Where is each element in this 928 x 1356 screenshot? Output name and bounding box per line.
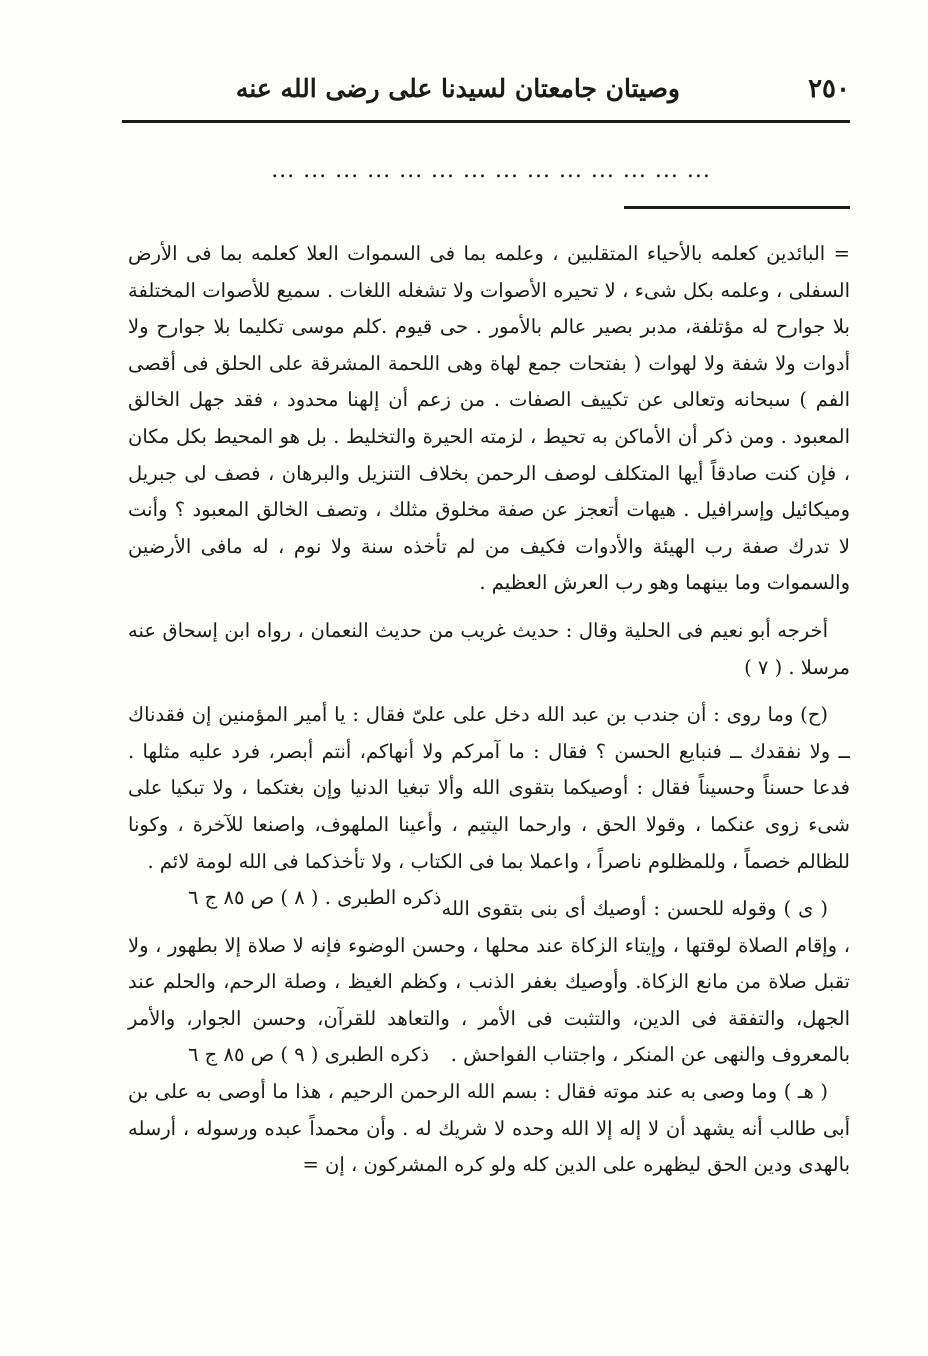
omission-dots: ... ... ... ... ... ... ... ... ... ... ... ... ... ... xyxy=(271,158,711,183)
page-header xyxy=(122,70,850,114)
paragraph-advice-hasan xyxy=(128,891,850,1074)
paragraph-text: أخرجه أبو نعيم فى الحلية وقال : حديث غريب من حديث النعمان ، رواه ابن إسحاق عنه مرسلا . ( ٧ ) xyxy=(128,618,850,679)
header-rule xyxy=(122,120,850,123)
body-text xyxy=(128,236,850,1184)
paragraph-text: ( ى ) وقوله للحسن : أوصيك أى بنى بتقوى الله ، وإقام الصلاة لوقتها ، وإيتاء الزكاة عند محلها ، وحسن الوضوء فإنه لا صلاة إلا بطهور ، ولا تقبل صلاة من مانع الزكاة. وأوصيك بغفر الذنب ، وكظم الغيظ ، وصلة الرحم، والحلم عند الجهل، والتفقة فى الدين، والتثبت فى الأمر ، والتعاهد للقرآن، وحسن الجوار، والأمر بالمعروف والنهى عن المنكر ، واجتناب الفواحش . xyxy=(128,897,850,1067)
running-title: وصيتان جامعتان لسيدنا على رضى الله عنه xyxy=(235,74,680,103)
paragraph-text: (ح) وما روى : أن جندب بن عبد الله دخل على علىّ فقال : يا أمير المؤمنين إن فقدناك ــ ولا نفقدك ــ فنبايع الحسن ؟ فقال : ما آمركم ولا أنهاكم، أنتم أبصر، فرد عليه مثلها . فدعا حسناً وحسيناً فقال : أوصيكما بتقوى الله وألا تبغيا الدنيا وإن بغتكما ، ولا تبكيا على شىء زوى عنكما ، وقولا الحق ، وارحما اليتيم ، وأعينا الملهوف، واصنعا للآخرة ، وكونا للظالم خصماً ، وللمظلوم ناصراً ، واعملا بما فى الكتاب ، ولا تأخذكما فى الله لومة لائم . xyxy=(128,703,850,873)
paragraph-will xyxy=(128,1074,850,1184)
paragraph-continuation xyxy=(128,236,850,602)
paragraph-source-note xyxy=(128,613,850,686)
paragraph-text: = البائدين كعلمه بالأحياء المتقلبين ، وعلمه بما فى السموات العلا كعلمه بما فى الأرض السفلى ، وعلمه بكل شىء ، لا تحيره الأصوات ولا تشغله اللغات . سميع للأصوات المختلفة بلا جوارح له مؤتلفة، مدبر بصير عالم بالأمور . حى قيوم .كلم موسى تكليما بلا جوارح ولا أدوات ولا شفة ولا لهوات ( بفتحات جمع لهاة وهى اللحمة المشرقة على الحلق فى أقصى الفم ) سبحانه وتعالى عن تكييف الصفات . من زعم أن إلهنا محدود ، فقد جهل الخالق المعبود . ومن ذكر أن الأماكن به تحيط ، لزمته الحيرة والتخليط . بل هو المحيط بكل مكان ، فإن كنت صادقاً أيها المتكلف لوصف الرحمن بخلاف التنزيل والبرهان ، فصف لى جبريل وميكائيل وإسرافيل . هيهات أتعجز عن صفة مخلوق مثلك ، وتصف الخالق المعبود ؟ وأنت لا تدرك صفة رب الهيئة والأدوات فكيف من لم تأخذه سنة ولا نوم ، له مافى الأرضين والسموات وما بينهما وهو رب العرش العظيم . xyxy=(128,242,850,595)
citation: ذكره الطبرى ( ٩ ) ص ٨٥ ج ٦ xyxy=(188,1043,430,1067)
paragraph-advice-hasan-husain xyxy=(128,697,850,910)
paragraph-text: ( هـ ) وما وصى به عند موته فقال : بسم الله الرحمن الرحيم ، هذا ما أوصى به على بن أبى طالب أنه يشهد أن لا إله إلا الله وحده لا شريك له . وأن محمداً عبده ورسوله ، أرسله بالهدى ودين الحق ليظهره على الدين كله ولو كره المشركون ، إن = xyxy=(128,1080,850,1177)
page-number: ٢٥٠ xyxy=(808,74,850,104)
footnote-rule xyxy=(624,206,850,209)
citation: ذكره الطبرى . ( ٨ ) ص ٨٥ ج ٦ xyxy=(188,886,442,910)
